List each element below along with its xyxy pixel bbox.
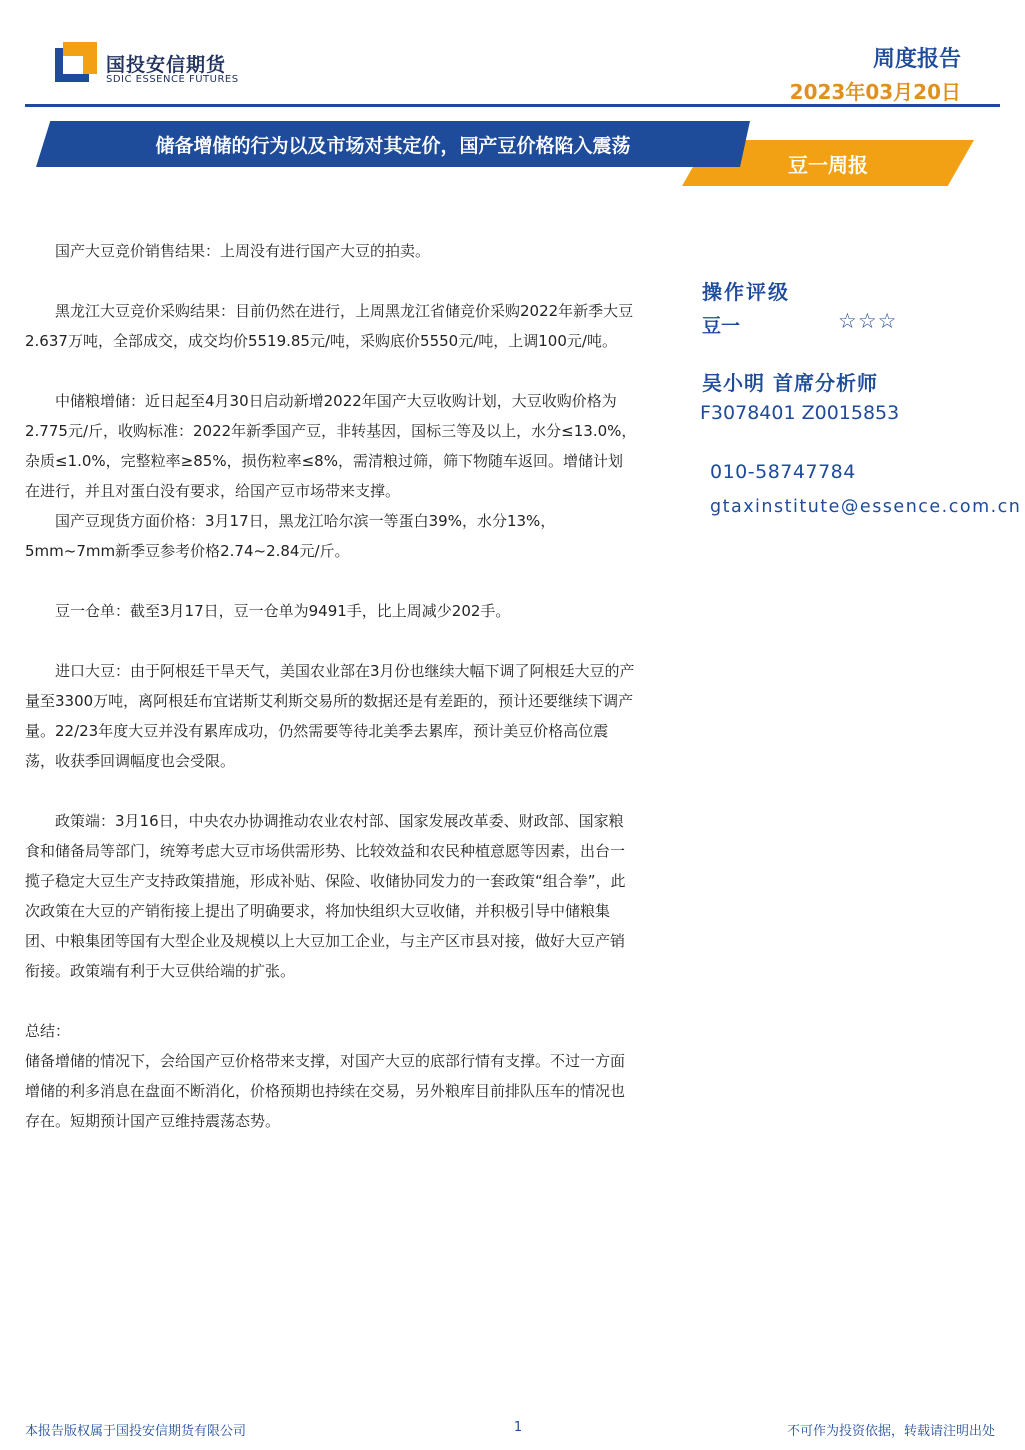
footer-disclaimer: 不可作为投资依据，转载请注明出处: [786, 1424, 995, 1439]
analyst-name: 吴小明 首席分析师: [702, 371, 878, 395]
paragraph-policy: 政策端：3月16日，中央农办协调推动农业农村部、国家发展改革委、财政部、国家粮食和储备局等部门，统筹考虑大豆市场供需形势、比较效益和农民种植意愿等因素，出台一揽子稳定大豆生产支持政策措施，形成补贴、保险、收储协同发力的一套政策“组合拳”，此次政策在大豆的产销衔接上提出了明确要求，将加快组织大豆收储，并积极引导中储粮集团、中粮集团等国有大型企业及规模以上大豆加工企业，与主产区市县对接，做好大豆产销衔接。政策端有利于大豆供给端的扩张。: [25, 812, 626, 980]
paragraph-spot-price: 国产豆现货方面价格：3月17日，黑龙江哈尔滨一等蛋白39%，水分13%，5mm~7mm新季豆参考价格2.74~2.84元/斤。: [25, 512, 556, 560]
analyst-license-ids: F3078401 Z0015853: [700, 402, 900, 424]
report-body: [25, 236, 637, 1136]
rating-stars-icon: ☆☆☆: [838, 309, 898, 333]
report-type: 周度报告: [872, 47, 961, 72]
contact-email[interactable]: gtaxinstitute@essence.com.cn: [710, 497, 1022, 517]
contact-phone: 010-58747784: [710, 461, 856, 483]
paragraph-warehouse-receipt: 豆一仓单：截至3月17日，豆一仓单为9491手，比上周减少202手。: [55, 602, 511, 620]
paragraph-heilongjiang-purchase: 黑龙江大豆竞价采购结果：目前仍然在进行，上周黑龙江省储竞价采购2022年新季大豆2.637万吨，全部成交，成交均价5519.85元/吨，采购底价5550元/吨，上调100元/吨。: [25, 302, 634, 350]
header-divider: [25, 104, 1000, 107]
rating-item: 豆一: [702, 315, 741, 337]
rating-title: 操作评级: [702, 280, 790, 304]
page-number: 1: [513, 1420, 523, 1435]
tag-banner-label: 豆一周报: [788, 153, 868, 177]
company-name-en: SDIC ESSENCE FUTURES: [106, 74, 239, 85]
company-logo-icon: [55, 42, 97, 84]
paragraph-auction-result: 国产大豆竞价销售结果：上周没有进行国产大豆的拍卖。: [55, 242, 431, 260]
summary-title: 总结：: [25, 1022, 71, 1040]
company-name-cn: 国投安信期货: [106, 54, 227, 76]
summary-text: 储备增储的情况下，会给国产豆价格带来支撑，对国产大豆的底部行情有支撑。不过一方面增储的利多消息在盘面不断消化，价格预期也持续在交易，另外粮库目前排队压车的情况也存在。短期预计国产豆维持震荡态势。: [25, 1052, 626, 1130]
report-date: 2023年03月20日: [789, 80, 961, 104]
paragraph-sinograin-reserve: 中储粮增储：近日起至4月30日启动新增2022年国产大豆收购计划，大豆收购价格为2.775元/斤，收购标准：2022年新季国产豆，非转基因，国标三等及以上，水分≤13.0%，杂质≤1.0%，完整粒率≥85%，损伤粒率≤8%，需清粮过筛，筛下物随车返回。增储计划在进行，并且对蛋白没有要求，给国产豆市场带来支撑。: [25, 392, 637, 500]
paragraph-imported-soybean: 进口大豆：由于阿根廷干旱天气，美国农业部在3月份也继续大幅下调了阿根廷大豆的产量至3300万吨，离阿根廷布宜诺斯艾利斯交易所的数据还是有差距的，预计还要继续下调产量。22/23年度大豆并没有累库成功，仍然需要等待北美季去累库，预计美豆价格高位震荡，收获季回调幅度也会受限。: [25, 662, 635, 770]
footer-copyright: 本报告版权属于国投安信期货有限公司: [25, 1424, 247, 1439]
report-title: 储备增储的行为以及市场对其定价，国产豆价格陷入震荡: [155, 135, 631, 157]
